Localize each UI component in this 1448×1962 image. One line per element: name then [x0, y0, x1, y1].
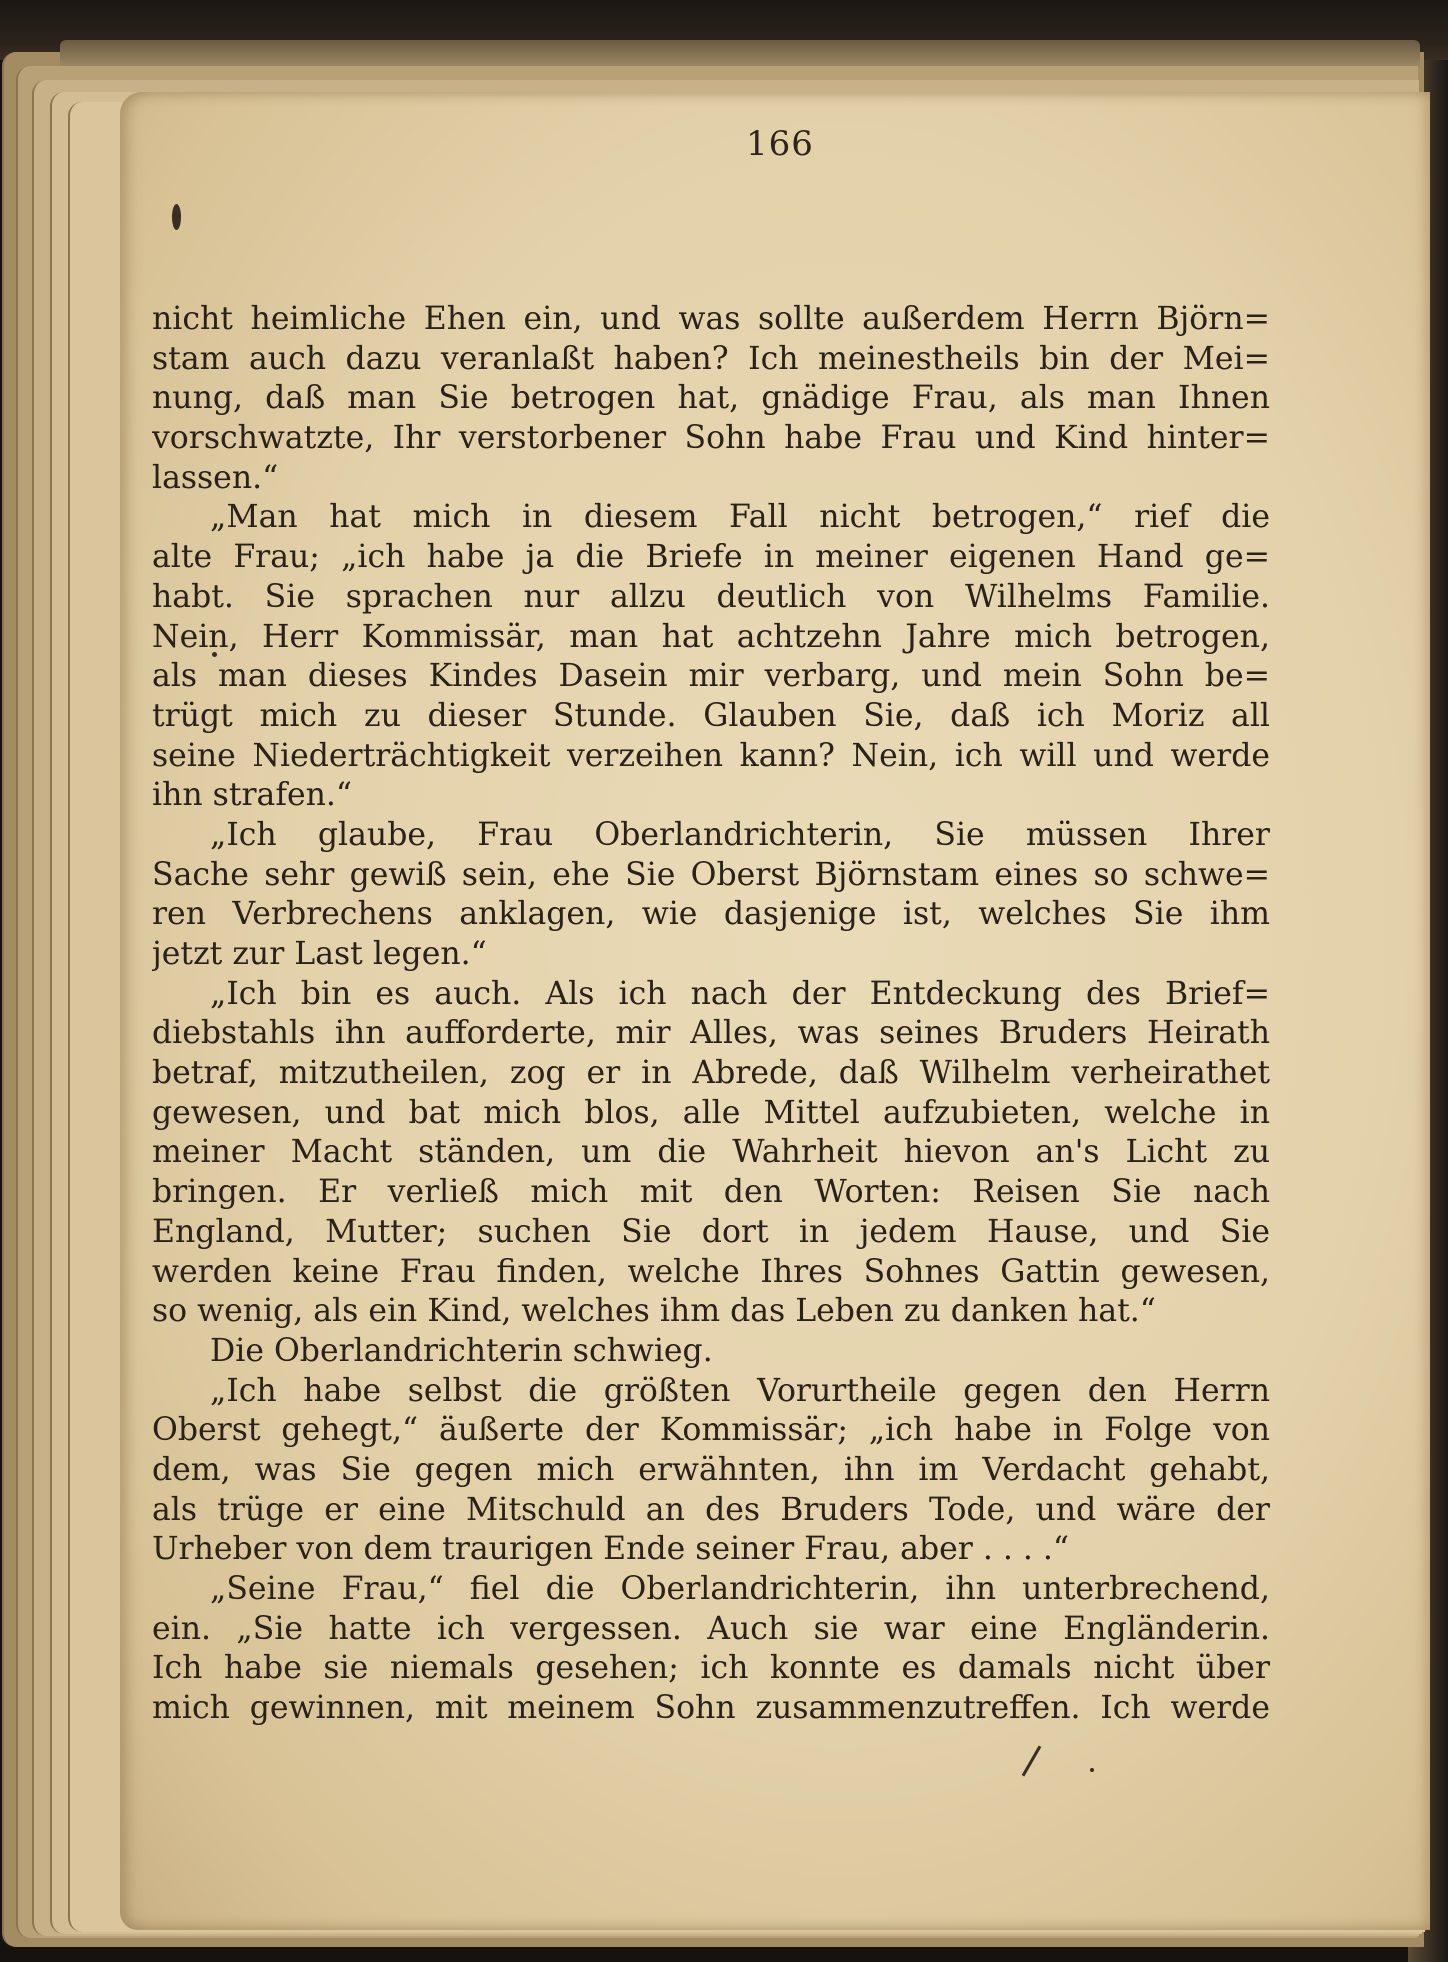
text-line: mich gewinnen, mit meinem Sohn zusammenzutreffen. Ich werde [152, 1690, 1270, 1727]
text-line: lassen.“ [152, 459, 279, 496]
book-cover-lip [60, 40, 1420, 66]
text-line: alte Frau; „ich habe ja die Briefe in meiner eigenen Hand ge= [152, 539, 1270, 576]
text-line: dem, was Sie gegen mich erwähnten, ihn im Verdacht gehabt, [152, 1451, 1270, 1488]
text-line: Urheber von dem traurigen Ende seiner Frau, aber . . . .“ [152, 1531, 1070, 1568]
text-line: England, Mutter; suchen Sie dort in jedem Hause, und Sie [152, 1213, 1270, 1250]
text-line: „Ich habe selbst die größten Vorurtheile gegen den Herrn [210, 1372, 1270, 1409]
text-line: diebstahls ihn aufforderte, mir Alles, was seines Bruders Heirath [152, 1015, 1270, 1052]
text-line: ren Verbrechens anklagen, wie dasjenige ist, welches Sie ihm [152, 896, 1270, 933]
text-line: Ich habe sie niemals gesehen; ich konnte es damals nicht über [152, 1650, 1270, 1687]
text-line: „Man hat mich in diesem Fall nicht betrogen,“ rief die [210, 499, 1270, 536]
pencil-mark [1022, 1746, 1042, 1777]
text-line: „Ich bin es auch. Als ich nach der Entdeckung des Brief= [210, 975, 1270, 1012]
page-number: 166 [746, 124, 814, 164]
text-line: stam auch dazu veranlaßt haben? Ich meinestheils bin der Mei= [152, 340, 1270, 377]
text-line: so wenig, als ein Kind, welches ihm das Leben zu danken hat.“ [152, 1293, 1156, 1330]
text-line: Oberst gehegt,“ äußerte der Kommissär; „ich habe in Folge von [152, 1412, 1270, 1449]
body-text [152, 300, 1270, 1729]
text-line: ihn strafen.“ [152, 777, 353, 814]
text-line: jetzt zur Last legen.“ [152, 936, 487, 972]
ink-speck [1090, 1768, 1094, 1772]
ink-speck [172, 204, 181, 230]
text-line: nicht heimliche Ehen ein, und was sollte außerdem Herrn Björn= [152, 301, 1270, 337]
text-line: „Seine Frau,“ fiel die Oberlandrichterin, ihn unterbrechend, [210, 1571, 1270, 1607]
text-line: Sache sehr gewiß sein, ehe Sie Oberst Björnstam eines so schwe= [152, 856, 1270, 893]
text-line: trügt mich zu dieser Stunde. Glauben Sie, daß ich Moriz all [152, 697, 1270, 734]
text-line: meiner Macht ständen, um die Wahrheit hievon an's Licht zu [152, 1134, 1270, 1171]
text-line: als trüge er eine Mitschuld an des Bruders Tode, und wäre der [152, 1491, 1270, 1528]
text-line: Nein, Herr Kommissär, man hat achtzehn Jahre mich betrogen, [152, 618, 1270, 655]
text-line: ein. „Sie hatte ich vergessen. Auch sie war eine Engländerin. [152, 1610, 1270, 1647]
text-line: „Ich glaube, Frau Oberlandrichterin, Sie müssen Ihrer [210, 816, 1270, 853]
text-line: bringen. Er verließ mich mit den Worten: Reisen Sie nach [152, 1174, 1270, 1211]
text-line: gewesen, und bat mich blos, alle Mittel aufzubieten, welche in [152, 1094, 1270, 1131]
text-line: habt. Sie sprachen nur allzu deutlich von Wilhelms Familie. [152, 578, 1270, 615]
text-line: Die Oberlandrichterin schwieg. [210, 1332, 713, 1369]
text-line: als man dieses Kindes Dasein mir verbarg, und mein Sohn be= [152, 658, 1270, 695]
text-line: seine Niederträchtigkeit verzeihen kann? Nein, ich will und werde [152, 737, 1270, 774]
text-line: vorschwatzte, Ihr verstorbener Sohn habe Frau und Kind hinter= [152, 420, 1270, 457]
text-line: betraf, mitzutheilen, zog er in Abrede, daß Wilhelm verheirathet [152, 1055, 1270, 1092]
text-line: werden keine Frau finden, welche Ihres Sohnes Gattin gewesen, [152, 1253, 1270, 1290]
text-line: nung, daß man Sie betrogen hat, gnädige Frau, als man Ihnen [152, 380, 1270, 417]
